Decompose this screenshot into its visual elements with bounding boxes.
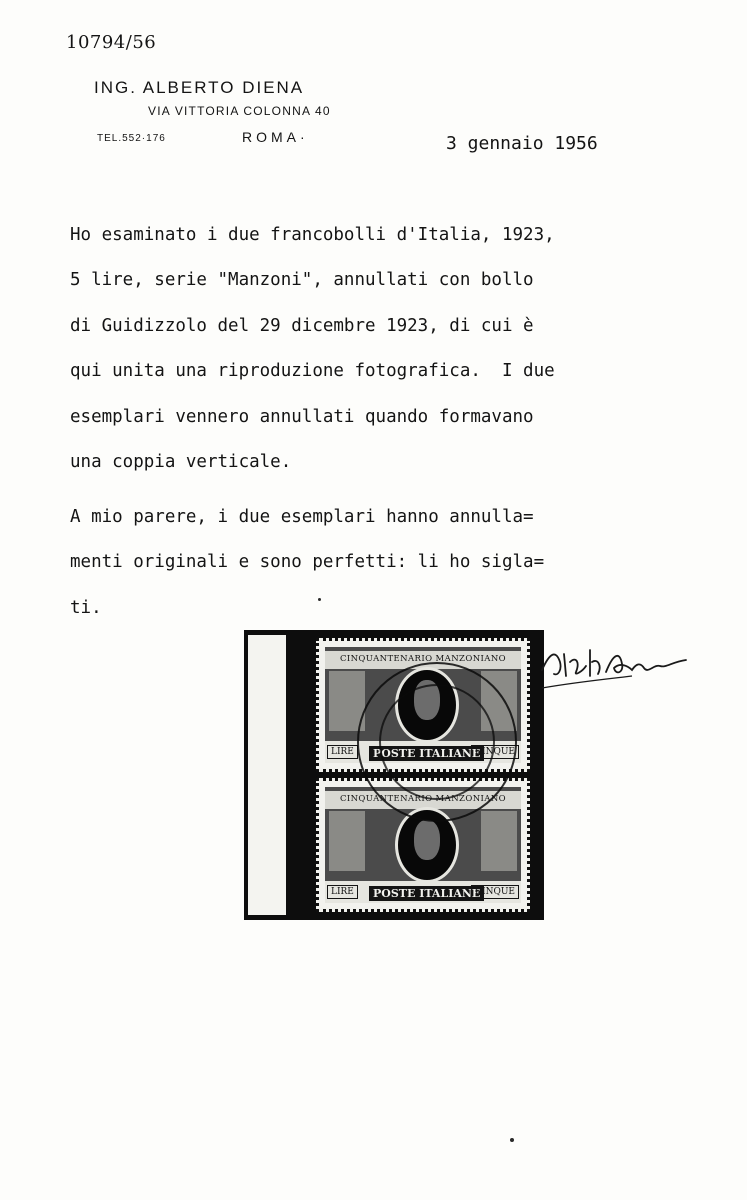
text-line: una coppia verticale.: [70, 451, 292, 472]
letterhead-phone: TEL.552·176: [97, 133, 166, 144]
stamp-band-text: CINQUANTENARIO MANZONIANO: [339, 794, 507, 804]
paragraph-examination: [70, 222, 710, 494]
ink-speck: [510, 1138, 514, 1142]
postmark-inner-ring: [379, 684, 495, 800]
stamp-poste-text: POSTE ITALIANE: [369, 746, 484, 761]
text-line: esemplari vennero annullati quando formavano: [70, 406, 534, 427]
letterhead-name: ING. ALBERTO DIENA: [94, 78, 305, 97]
handwritten-signature: [536, 632, 696, 692]
guidizzolo-postmark: [357, 662, 517, 822]
stamp-lire-text: LIRE: [327, 885, 358, 899]
stamp-lire-text: LIRE: [327, 745, 358, 759]
text-line: ti.: [70, 597, 102, 618]
stamp-cinque-text: CINQUE: [471, 885, 519, 899]
stamp-ornament-right: [481, 811, 517, 871]
letterhead-address: VIA VITTORIA COLONNA 40: [148, 104, 331, 118]
stamp-ornament-left: [329, 811, 365, 871]
reference-number: 10794/56: [66, 32, 157, 53]
text-line: menti originali e sono perfetti: li ho sigla=: [70, 552, 545, 573]
certificate-date: 3 gennaio 1956: [446, 133, 598, 154]
letterhead-city: ROMA·: [242, 129, 309, 145]
stamp-band-text: CINQUANTENARIO MANZONIANO: [339, 654, 507, 664]
stamp-cinque-text: CINQUE: [471, 745, 519, 759]
text-line: 5 lire, serie "Manzoni", annullati con bollo: [70, 270, 534, 291]
paragraph-opinion: [70, 504, 544, 640]
ink-speck: [318, 598, 321, 601]
text-line: qui unita una riproduzione fotografica. I due: [70, 361, 555, 382]
text-line: A mio parere, i due esemplari hanno annulla=: [70, 507, 534, 527]
text-line: Ho esaminato i due francobolli d'Italia, 1923,: [70, 225, 555, 245]
portrait-face: [414, 820, 440, 860]
sheet-margin: [248, 635, 286, 915]
stamp-poste-text: POSTE ITALIANE: [369, 886, 484, 901]
text-line: di Guidizzolo del 29 dicembre 1923, di cui è: [70, 315, 534, 336]
